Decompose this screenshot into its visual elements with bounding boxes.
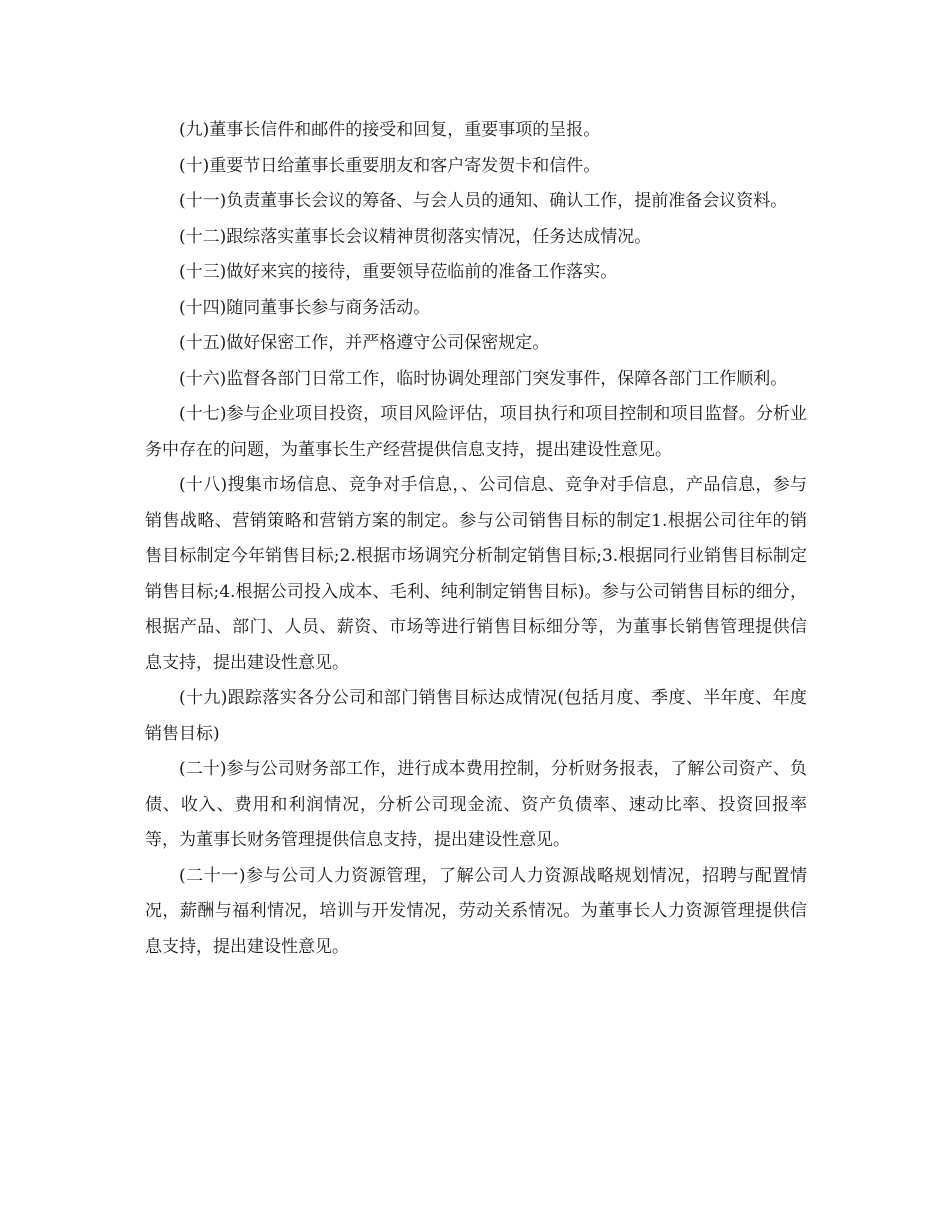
paragraph-13: (十三)做好来宾的接待，重要领导莅临前的准备工作落实。 (179, 262, 618, 282)
paragraph-10: (十)重要节日给董事长重要朋友和客户寄发贺卡和信件。 (179, 155, 601, 176)
paragraph-15: (十五)做好保密工作，并严格遵守公司保密规定。 (179, 333, 550, 353)
paragraph-12: (十二)跟综落实董事长会议精神贯彻落实情况，任务达成情况。 (179, 226, 652, 247)
paragraph-21: (二十一)参与公司人力资源管理，了解公司人力资源战略规划情况，招聘与配置情况，薪酬与福利情况，培训与开发情况，劳动关系情况。为董事长人力资源管理提供信息支持，提出建设性意见。 (145, 865, 807, 957)
paragraph-14: (十四)随同董事长参与商务活动。 (179, 297, 431, 318)
paragraph-11: (十一)负责董事长会议的筹备、与会人员的通知、确认工作，提前准备会议资料。 (179, 191, 788, 211)
paragraph-17: (十七)参与企业项目投资，项目风险评估，项目执行和项目控制和项目监督。分析业务中存在的问题，为董事长生产经营提供信息支持，提出建设性意见。 (145, 404, 807, 460)
paragraph-18: (十八)搜集市场信息、竞争对手信息，、公司信息、竞争对手信息，产品信息，参与销售战略、营销策略和营销方案的制定。参与公司销售目标的制定1.根据公司往年的销售目标制定今年销售目标;2.根据市场调究分析制定销售目标;3.根据同行业销售目标制定销售目标;4.根据公司投入成本、毛利、纯利制定销售目标)。参与公司销售目标的细分，根据产品、部门、人员、薪资、市场等进行销售目标细分等，为董事长销售管理提供信息支持，提出建设性意见。 (145, 475, 807, 673)
paragraph-20: (二十)参与公司财务部工作，进行成本费用控制，分析财务报表，了解公司资产、负债、收入、费用和利润情况，分析公司现金流、资产负债率、速动比率、投资回报率等，为董事长财务管理提供信息支持，提出建设性意见。 (145, 759, 807, 850)
paragraph-19: (十九)跟踪落实各分公司和部门销售目标达成情况(包括月度、季度、半年度、年度销售目标) (145, 688, 807, 744)
paragraph-16: (十六)监督各部门日常工作，临时协调处理部门突发事件，保障各部门工作顺利。 (179, 368, 788, 389)
paragraph-9: (九)董事长信件和邮件的接受和回复，重要事项的呈报。 (179, 120, 601, 140)
document-body (145, 113, 807, 965)
